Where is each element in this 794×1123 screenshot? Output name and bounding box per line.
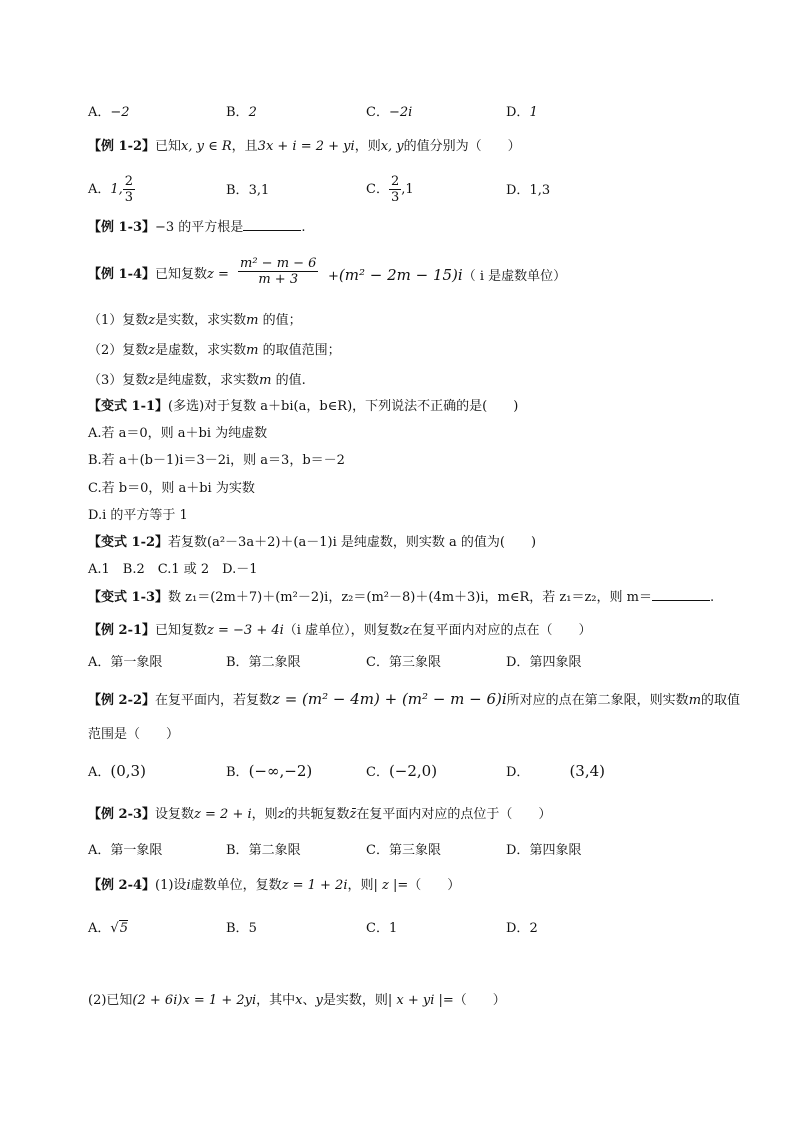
- v1-1-option-a: A.若 a＝0，则 a＋bi 为纯虚数: [88, 426, 268, 441]
- answer-blank[interactable]: [243, 218, 301, 231]
- q1-2-option-d: D．1,3: [506, 183, 551, 198]
- q2-1-stem: 【例 2-1】已知复数z = −3 + 4i（i 虚单位），则复数z在复平面内对应的点在（ ）: [88, 623, 592, 638]
- fraction: $\frac{\text{m² − m − 6}}{m + 3}$: [240, 256, 317, 287]
- q2-2-option-c: C．(−2,0): [366, 762, 438, 780]
- q2-4-stem: 【例 2-4】(1)设i虚数单位，复数z = 1 + 2i，则| z |=（ ）: [88, 878, 461, 893]
- q2-2-option-b: B．(−∞,−2): [226, 762, 313, 780]
- v1-1-option-d: D.i 的平方等于 1: [88, 508, 188, 523]
- q1-1-option-a: A．−2: [88, 105, 130, 120]
- q1-4-part1: （1）复数z是实数，求实数m 的值；: [88, 313, 302, 328]
- q2-3-option-a: A．第一象限: [88, 843, 163, 858]
- q1-4-stem: 【例 1-4】已知复数z = $\frac{\text{m² − m − 6}}{m + 3}$ +(m² − 2m − 15)i（ i 是虚数单位）: [88, 256, 567, 287]
- q2-1-option-a: A．第一象限: [88, 655, 163, 670]
- q1-1-option-c: C．−2i: [366, 105, 413, 120]
- q2-2-stem: 【例 2-2】在复平面内，若复数z = (m² − 4m) + (m² − m − 6)i所对应的点在第二象限，则实数m的取值: [88, 690, 741, 708]
- v1-1-option-b: B.若 a＋(b－1)i＝3－2i，则 a＝3，b＝－2: [88, 453, 345, 468]
- q2-1-option-b: B．第二象限: [226, 655, 301, 670]
- q1-2-option-c: C． $\frac{2}{3}$ ,1: [366, 174, 414, 205]
- q1-4-part2: （2）复数z是虚数，求实数m 的取值范围；: [88, 343, 341, 358]
- q2-2-option-a: A．(0,3): [88, 762, 146, 780]
- q2-2-stem-line2: 范围是（ ）: [88, 727, 180, 742]
- q2-3-option-d: D．第四象限: [506, 843, 582, 858]
- q1-1-option-b: B．2: [226, 105, 257, 120]
- q2-3-stem: 【例 2-3】设复数z = 2 + i，则z的共轭复数z̄在复平面内对应的点位于（ ）: [88, 807, 552, 822]
- q2-2-option-d: D． (3,4): [506, 762, 605, 780]
- q1-2-option-a: A．1, $\frac{2}{3}$: [88, 174, 134, 205]
- v1-2-options: A.1 B.2 C.1 或 2 D.－1: [88, 562, 258, 577]
- v1-2-stem: 【变式 1-2】若复数(a²－3a＋2)＋(a－1)i 是纯虚数，则实数 a 的值为( ): [88, 535, 537, 550]
- q2-4-part2: (2)已知(2 + 6i)x = 1 + 2yi，其中x、y是实数，则| x + yi |=（ ）: [88, 993, 506, 1008]
- q2-4-option-a: A．√5: [88, 921, 128, 936]
- q2-3-option-c: C．第三象限: [366, 843, 441, 858]
- q1-2-option-b: B．3,1: [226, 183, 270, 198]
- q2-4-option-d: D．2: [506, 921, 538, 936]
- v1-1-option-c: C.若 b＝0，则 a＋bi 为实数: [88, 481, 255, 496]
- q1-1-option-d: D．1: [506, 105, 538, 120]
- q2-4-option-b: B．5: [226, 921, 257, 936]
- answer-blank[interactable]: [652, 588, 710, 601]
- q1-2-stem: 【例 1-2】已知x, y ∈ R，且3x + i = 2 + yi，则x, y的值分别为（ ）: [88, 139, 521, 154]
- q1-2-tag: 【例 1-2】: [88, 139, 156, 154]
- v1-1-stem: 【变式 1-1】(多选)对于复数 a＋bi(a，b∈R)，下列说法不正确的是( ): [88, 399, 519, 414]
- q2-1-option-c: C．第三象限: [366, 655, 441, 670]
- q1-2-options: [88, 170, 734, 204]
- q1-3-stem: 【例 1-3】−3 的平方根是 .: [88, 220, 306, 235]
- q2-1-option-d: D．第四象限: [506, 655, 582, 670]
- q2-3-option-b: B．第二象限: [226, 843, 301, 858]
- q2-4-option-c: C．1: [366, 921, 398, 936]
- v1-3-stem: 【变式 1-3】数 z₁＝(2m＋7)＋(m²－2)i，z₂＝(m²－8)＋(4m＋3)i，m∈R，若 z₁＝z₂，则 m＝ .: [88, 590, 715, 605]
- q1-4-part3: （3）复数z是纯虚数，求实数m 的值.: [88, 373, 306, 388]
